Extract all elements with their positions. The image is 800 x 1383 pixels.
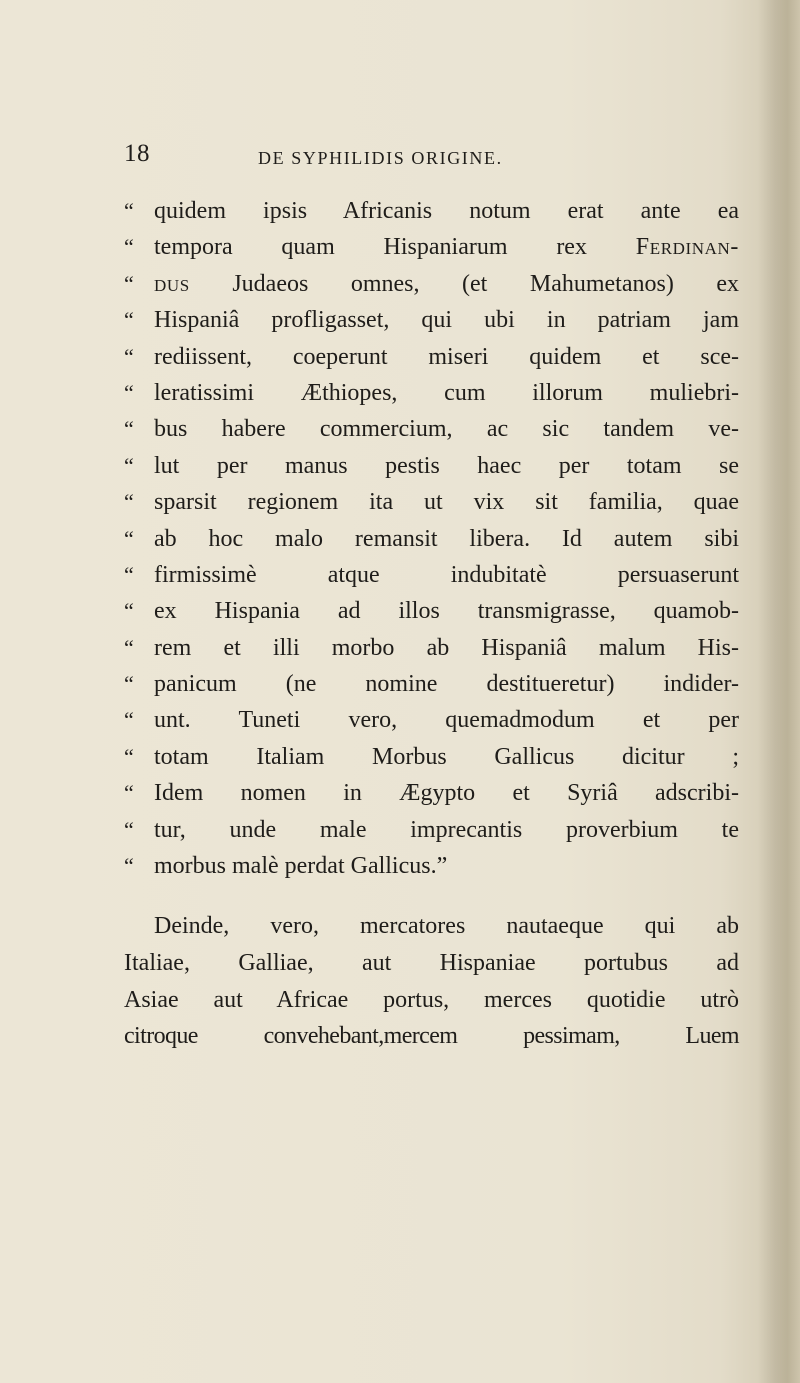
quote-line-text [154, 266, 739, 302]
quote-mark: “ [124, 853, 134, 879]
quote-line-text: totam Italiam Morbus Gallicus dicitur ; [154, 743, 739, 770]
quote-line [124, 557, 744, 593]
quote-line-text: Idem nomen in Ægypto et Syriâ adscribi- [154, 780, 739, 807]
quote-line [124, 448, 744, 484]
quote-mark: “ [124, 379, 134, 405]
quote-mark: “ [124, 743, 134, 769]
quote-line [124, 775, 744, 811]
quote-mark: “ [124, 416, 134, 442]
quote-mark: “ [124, 307, 134, 333]
quote-mark: “ [124, 343, 134, 369]
quote-line-text: lut per manus pestis haec per totam se [154, 452, 739, 479]
quote-line-text: morbus malè perdat Gallicus.” [154, 853, 448, 880]
quote-line [124, 521, 744, 557]
quote-line-text-part: Judaeos omnes, (et Mahumetanos) ex [189, 270, 739, 297]
quote-mark: “ [124, 671, 134, 697]
paragraph-line: citroque convehebant,mercem pessimam, Luem [124, 1023, 739, 1050]
quote-line-text: tur, unde male imprecantis proverbium te [154, 816, 739, 843]
quote-line-text: rem et illi morbo ab Hispaniâ malum His- [154, 634, 739, 661]
quote-line [124, 666, 744, 702]
page-header [0, 140, 800, 180]
quote-line [124, 339, 744, 375]
quote-line [124, 739, 744, 775]
body-paragraph [124, 908, 739, 1055]
quote-mark: “ [124, 234, 134, 260]
quote-line-text: bus habere commercium, ac sic tandem ve- [154, 416, 739, 443]
quote-mark: “ [124, 489, 134, 515]
page-edge-shadow [758, 0, 800, 1383]
name-small-caps: dus [154, 270, 190, 297]
name-small-caps: Ferdinan- [635, 234, 739, 261]
quote-line [124, 812, 744, 848]
quote-mark: “ [124, 707, 134, 733]
quote-mark: “ [124, 598, 134, 624]
quote-line [124, 302, 744, 338]
quote-line [124, 266, 744, 302]
quote-mark: “ [124, 561, 134, 587]
quote-mark: “ [124, 634, 134, 660]
quoted-passage [124, 193, 744, 884]
quote-line [124, 411, 744, 447]
quote-line [124, 375, 744, 411]
quote-mark: “ [124, 525, 134, 551]
quote-line-text: Hispaniâ profligasset, qui ubi in patriam jam [154, 307, 739, 334]
page-number: 18 [124, 140, 150, 167]
quote-mark: “ [124, 780, 134, 806]
quote-line [124, 229, 744, 265]
quote-line [124, 702, 744, 738]
quote-line-text: ex Hispania ad illos transmigrasse, quamob- [154, 598, 739, 625]
quote-line [124, 484, 744, 520]
paragraph-line: Deinde, vero, mercatores nautaeque qui ab [154, 913, 739, 939]
quote-line-text: leratissimi Æthiopes, cum illorum muliebri- [154, 379, 739, 406]
paragraph-line: Italiae, Galliae, aut Hispaniae portubus ad [124, 949, 739, 976]
quote-line [124, 193, 744, 229]
running-head: DE SYPHILIDIS ORIGINE. [258, 148, 503, 168]
quote-mark: “ [124, 270, 134, 296]
quote-line-text: unt. Tuneti vero, quemadmodum et per [154, 707, 739, 734]
quote-line [124, 848, 744, 884]
quote-line-text-part: tempora quam Hispaniarum rex [154, 234, 636, 261]
quote-line-text: rediissent, coeperunt miseri quidem et sce- [154, 343, 739, 370]
quote-line [124, 593, 744, 629]
quote-line-text: firmissimè atque indubitatè persuaserunt [154, 561, 739, 588]
quote-mark: “ [124, 198, 134, 223]
quote-line-text: quidem ipsis Africanis notum erat ante ea [154, 198, 739, 224]
quote-mark: “ [124, 452, 134, 478]
quote-line-text: sparsit regionem ita ut vix sit familia, quae [154, 489, 739, 516]
quote-line [124, 630, 744, 666]
quote-line-text [154, 229, 739, 265]
quote-mark: “ [124, 816, 134, 842]
quote-line-text: ab hoc malo remansit libera. Id autem sibi [154, 525, 739, 552]
quote-line-text: panicum (ne nomine destitueretur) indider- [154, 671, 739, 698]
paragraph-line: Asiae aut Africae portus, merces quotidie utrò [124, 986, 739, 1013]
